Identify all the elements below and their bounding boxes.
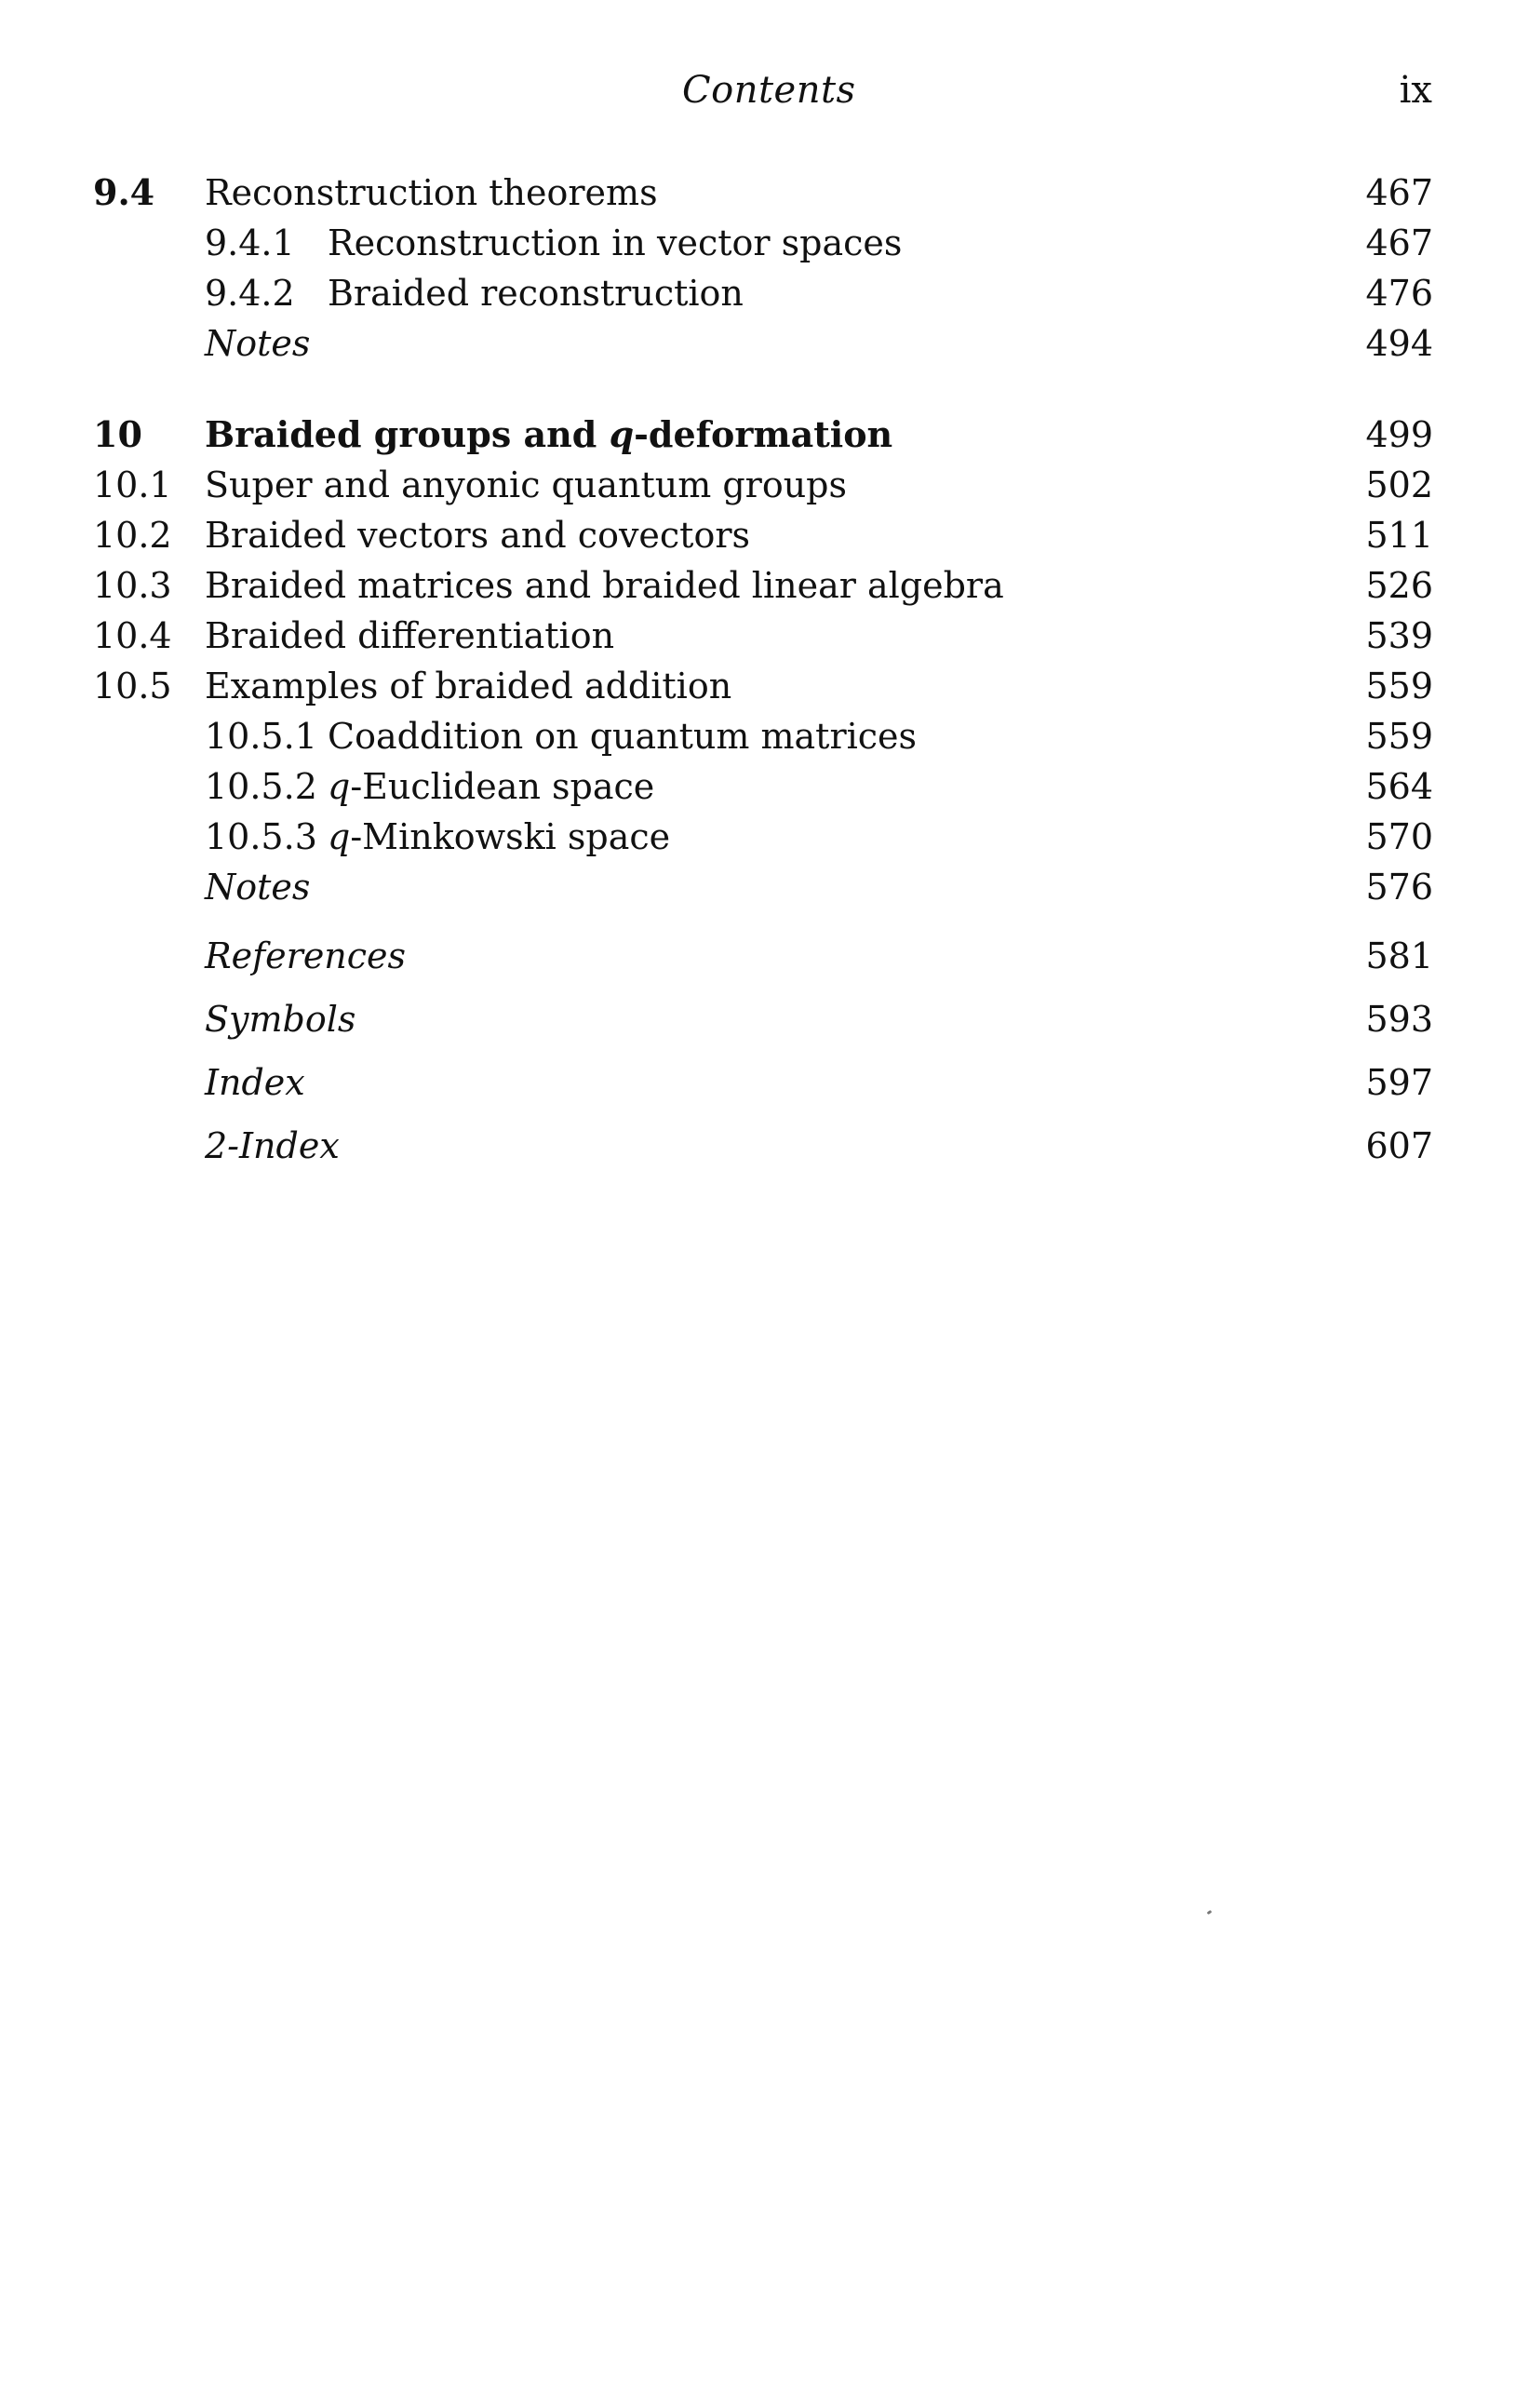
toc-entry-10-3[interactable] (93, 560, 1433, 611)
subsection-title: Braided reconstruction (328, 273, 744, 314)
notes-title: Notes (205, 867, 311, 908)
chapter-title (205, 410, 892, 460)
chapter-number: 10 (93, 413, 142, 455)
toc-entry-10-5[interactable] (93, 661, 1433, 711)
page-ref: 539 (1365, 615, 1433, 656)
section-title: Braided matrices and braided linear algebra (205, 565, 1004, 606)
running-title: Contents (682, 69, 856, 112)
toc-entry-9-4-2[interactable] (93, 268, 1433, 318)
page-ref: 502 (1365, 464, 1433, 505)
toc-entry-2-index[interactable] (93, 1121, 1433, 1171)
section-number: 10.1 (93, 464, 172, 505)
page-ref: 467 (1365, 222, 1433, 263)
subsection-title-post: -Minkowski space (350, 816, 671, 857)
toc-entry-symbols[interactable] (93, 994, 1433, 1044)
toc-entry-10-5-1[interactable] (93, 711, 1433, 761)
subsection-title: Coaddition on quantum matrices (328, 716, 918, 757)
page-ref: 570 (1365, 816, 1433, 857)
toc-entry-notes-9[interactable] (93, 318, 1433, 369)
toc-entry-notes-10[interactable] (93, 862, 1433, 912)
subsection-number: 9.4.1 (205, 222, 295, 263)
subsection-title-q: q (328, 816, 351, 857)
section-number: 10.4 (93, 615, 172, 656)
page-ref: 593 (1365, 999, 1433, 1040)
references-title: References (205, 935, 407, 976)
page-ref: 576 (1365, 867, 1433, 908)
section-title: Reconstruction theorems (205, 172, 658, 213)
section-title: Examples of braided addition (205, 666, 732, 706)
index-title: Index (205, 1062, 305, 1103)
section-number: 10.2 (93, 515, 172, 556)
chapter-title-pre: Braided groups and (205, 413, 610, 455)
page-ref: 564 (1365, 766, 1433, 807)
chapter-title-post: -deformation (634, 413, 893, 455)
page-number: ix (1399, 69, 1432, 112)
section-number: 10.5 (93, 666, 172, 706)
page-ref: 494 (1365, 323, 1433, 364)
page-ref: 499 (1365, 414, 1433, 455)
page-ref: 597 (1365, 1062, 1433, 1103)
toc-entry-10-1[interactable] (93, 460, 1433, 510)
page-ref: 476 (1365, 273, 1433, 314)
subsection-number: 10.5.2 (205, 766, 317, 807)
toc-entry-10-5-2[interactable] (93, 761, 1433, 812)
section-title: Braided differentiation (205, 615, 615, 656)
section-title: Super and anyonic quantum groups (205, 464, 848, 505)
subsection-title: Reconstruction in vector spaces (328, 222, 903, 263)
toc-entry-references[interactable] (93, 931, 1433, 981)
page-ref: 559 (1365, 666, 1433, 706)
subsection-title (328, 812, 670, 862)
scan-speck (1207, 1910, 1213, 1915)
section-number: 9.4 (93, 171, 155, 213)
2-index-title: 2-Index (205, 1125, 340, 1166)
toc-entry-chapter-10[interactable] (93, 410, 1433, 460)
notes-title: Notes (205, 323, 311, 364)
subsection-number: 10.5.1 (205, 716, 317, 757)
section-title: Braided vectors and covectors (205, 515, 750, 556)
toc-entry-9-4[interactable] (93, 168, 1433, 218)
page-ref: 467 (1365, 172, 1433, 213)
page-ref: 559 (1365, 716, 1433, 757)
page-ref: 511 (1365, 515, 1433, 556)
section-number: 10.3 (93, 565, 172, 606)
subsection-title (328, 761, 654, 812)
page-ref: 526 (1365, 565, 1433, 606)
toc-entry-10-5-3[interactable] (93, 812, 1433, 862)
toc-entry-9-4-1[interactable] (93, 218, 1433, 268)
chapter-title-q: q (609, 413, 635, 455)
toc-entry-10-2[interactable] (93, 510, 1433, 560)
subsection-number: 10.5.3 (205, 816, 317, 857)
page-ref: 581 (1365, 935, 1433, 976)
toc-entry-index[interactable] (93, 1057, 1433, 1108)
subsection-title-q: q (328, 766, 351, 807)
subsection-number: 9.4.2 (205, 273, 295, 314)
symbols-title: Symbols (205, 999, 356, 1040)
subsection-title-post: -Euclidean space (350, 766, 655, 807)
table-of-contents (93, 168, 1433, 1171)
toc-entry-10-4[interactable] (93, 611, 1433, 661)
page-ref: 607 (1365, 1125, 1433, 1166)
running-head (0, 69, 1529, 121)
